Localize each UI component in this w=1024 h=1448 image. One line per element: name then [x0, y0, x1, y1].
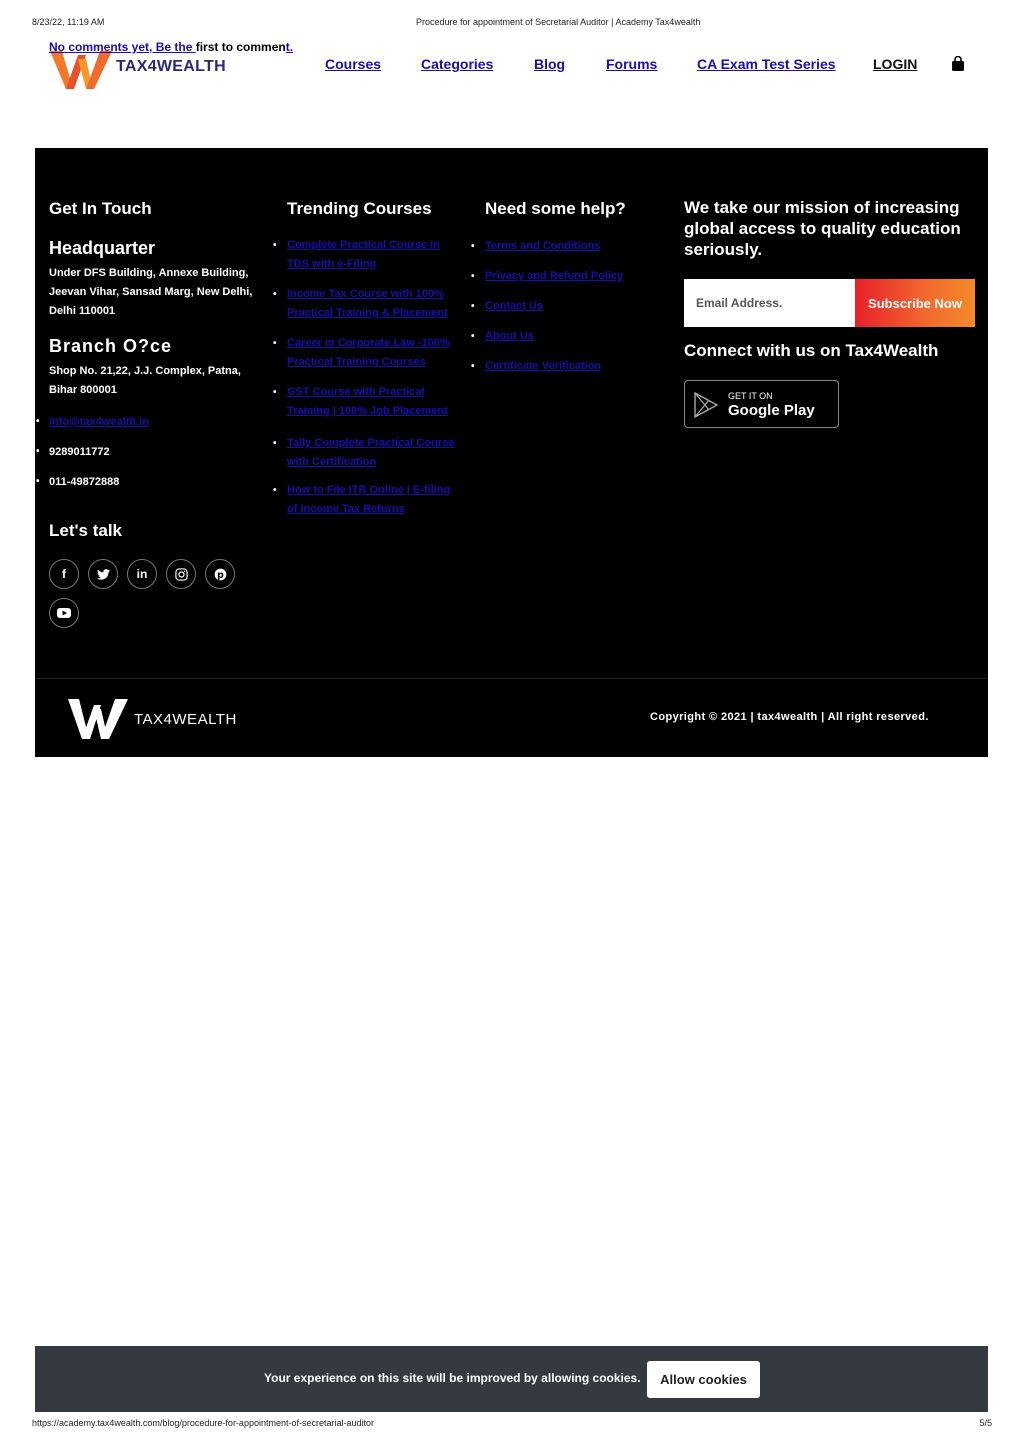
connect-heading: Connect with us on Tax4Wealth: [684, 341, 939, 360]
logo-brand: TAX4WEALTH: [116, 58, 226, 75]
svg-text:p: p: [216, 569, 224, 581]
comment-link-tail[interactable]: t.: [285, 40, 294, 54]
lets-talk-heading: Let's talk: [49, 521, 123, 540]
instagram-icon[interactable]: [166, 559, 196, 589]
comment-link[interactable]: No comments yet, Be the: [49, 40, 196, 54]
shopping-bag-icon[interactable]: [951, 56, 965, 72]
phone-2: • 011-49872888: [49, 476, 119, 488]
trending-link-income-tax[interactable]: Income Tax Course with 100% Practical Training & Placement: [287, 288, 448, 319]
trending-link-gst[interactable]: GST Course with Practical Training | 100% Job Placement: [287, 386, 448, 417]
help-item: [485, 357, 655, 376]
comment-text: first to commen: [195, 40, 286, 54]
comment-prompt: [49, 40, 293, 54]
trending-item: [287, 285, 457, 323]
instagram-glyph-icon: [175, 568, 188, 581]
footer-divider: [35, 678, 988, 679]
get-in-touch-heading: Get In Touch: [49, 199, 152, 218]
about-link[interactable]: About Us: [485, 330, 534, 342]
branch-heading: Branch O?ce: [49, 336, 173, 356]
help-item: [485, 267, 655, 286]
help-item: [485, 327, 655, 346]
cookie-message: Your experience on this site will be improved by allowing cookies.: [264, 1371, 641, 1385]
trending-link-corporate-law[interactable]: Career in Corporate Law -100% Practical Training Courses: [287, 337, 450, 368]
trending-item: [287, 383, 457, 421]
nav-forums[interactable]: Forums: [606, 56, 658, 72]
youtube-glyph-icon: [57, 608, 71, 618]
certificate-verification-link[interactable]: Certificate Verification: [485, 360, 602, 372]
footer-logo-mark-icon: [66, 697, 136, 739]
trending-item: [287, 481, 457, 519]
print-page-number: 5/5: [979, 1418, 992, 1428]
need-help-heading: Need some help?: [485, 199, 626, 218]
play-store-icon: [692, 391, 720, 419]
site-footer: [35, 148, 988, 757]
footer-logo-brand: TAX4WEALTH: [134, 711, 237, 728]
contact-link[interactable]: Contact Us: [485, 300, 544, 312]
mission-statement: We take our mission of increasing global access to quality education seriously.: [684, 198, 961, 259]
footer-logo[interactable]: [66, 697, 236, 739]
nav-categories[interactable]: Categories: [421, 56, 494, 72]
subscribe-button[interactable]: Subscribe Now: [855, 279, 975, 327]
email-field[interactable]: [684, 279, 855, 327]
facebook-icon[interactable]: f: [49, 559, 79, 589]
branch-address: Shop No. 21,22, J.J. Complex, Patna, Bihar 800001: [49, 365, 241, 396]
trending-link-tally[interactable]: Tally Complete Practical Course with Certification: [287, 437, 455, 468]
privacy-link[interactable]: Privacy and Refund Policy: [485, 270, 624, 282]
subscribe-form: [684, 279, 975, 327]
twitter-icon[interactable]: [88, 559, 118, 589]
trending-link-tds[interactable]: Complete Practical Course in TDS with e-Filing: [287, 239, 440, 270]
nav-courses[interactable]: Courses: [325, 56, 382, 72]
google-play-badge[interactable]: [684, 380, 839, 428]
print-url: https://academy.tax4wealth.com/blog/procedure-for-appointment-of-secretarial-auditor: [32, 1418, 374, 1428]
linkedin-icon[interactable]: in: [127, 559, 157, 589]
youtube-icon[interactable]: [49, 598, 79, 628]
gplay-small-text: GET IT ON: [728, 391, 773, 401]
print-date: 8/23/22, 11:19 AM: [32, 17, 105, 27]
trending-item: [287, 334, 457, 372]
print-title: Procedure for appointment of Secretarial Auditor | Academy Tax4wealth: [416, 17, 701, 27]
headquarter-address: Under DFS Building, Annexe Building, Jeevan Vihar, Sansad Marg, New Delhi, Delhi 110001: [49, 267, 253, 317]
cookie-banner: [35, 1346, 988, 1412]
phone-1: • 9289011772: [49, 446, 110, 458]
pinterest-glyph-icon: [214, 568, 227, 581]
nav-ca-exam-test-series[interactable]: CA Exam Test Series: [697, 56, 836, 72]
email-link[interactable]: info@tax4wealth.in: [49, 416, 149, 428]
copyright-text: Copyright © 2021 | tax4wealth | All right reserved.: [650, 711, 929, 723]
nav-blog[interactable]: Blog: [534, 56, 566, 72]
help-item: [485, 237, 655, 256]
twitter-bird-icon: [97, 569, 110, 580]
trending-courses-heading: Trending Courses: [287, 199, 432, 218]
terms-link[interactable]: Terms and Conditions: [485, 240, 601, 252]
trending-item: [287, 236, 457, 274]
trending-item: [287, 434, 457, 472]
pinterest-icon[interactable]: [205, 559, 235, 589]
gplay-big-text: Google Play: [728, 402, 815, 419]
help-item: [485, 297, 655, 316]
contact-email-item: [49, 416, 149, 428]
nav-login[interactable]: LOGIN: [873, 56, 918, 72]
trending-link-itr[interactable]: How to File ITR Online | E-filing of Income Tax Returns: [287, 484, 451, 515]
allow-cookies-button[interactable]: Allow cookies: [647, 1361, 760, 1398]
headquarter-heading: Headquarter: [49, 238, 156, 258]
